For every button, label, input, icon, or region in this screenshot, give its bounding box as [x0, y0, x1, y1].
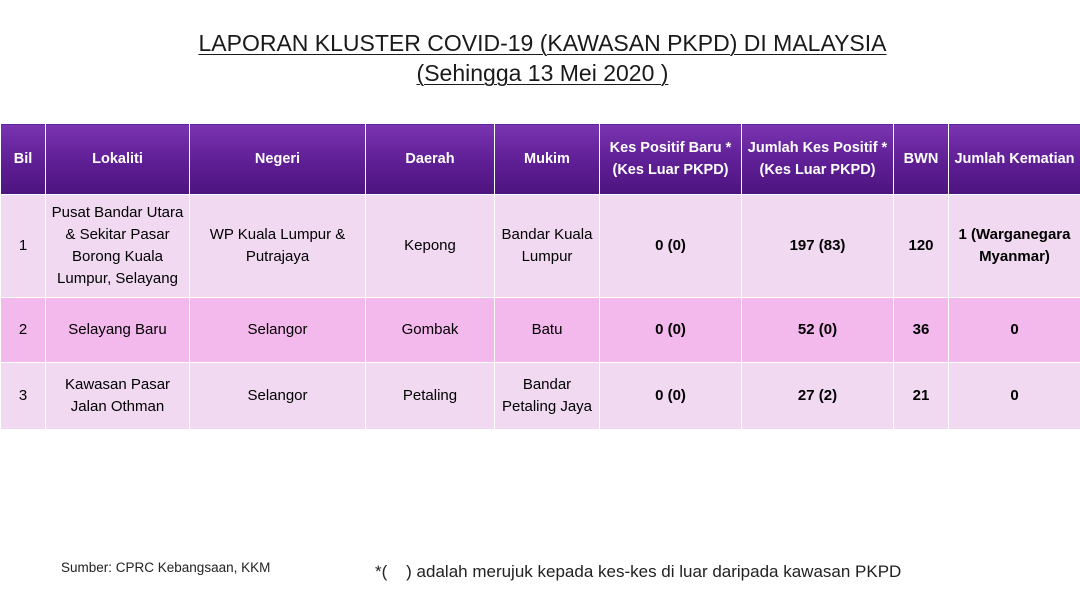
- header-kes-positif-baru: Kes Positif Baru *(Kes Luar PKPD): [600, 124, 742, 195]
- cell-bwn: 120: [894, 195, 949, 298]
- header-negeri: Negeri: [190, 124, 366, 195]
- report-title: [0, 28, 1080, 88]
- table-row: [1, 298, 1080, 363]
- cell-bwn: 21: [894, 363, 949, 430]
- cell-kes-baru: 0 (0): [600, 363, 742, 430]
- header-bwn: BWN: [894, 124, 949, 195]
- cell-mukim: Bandar Petaling Jaya: [495, 363, 600, 430]
- cell-kematian: 0: [949, 363, 1080, 430]
- table-row: [1, 363, 1080, 430]
- table-row: [1, 195, 1080, 298]
- title-line-1: LAPORAN KLUSTER COVID-19 (KAWASAN PKPD) DI MALAYSIA: [198, 30, 887, 56]
- header-jumlah-kematian: Jumlah Kematian: [949, 124, 1080, 195]
- cell-negeri: Selangor: [190, 298, 366, 363]
- table-header-row: [1, 124, 1080, 195]
- cluster-table: [0, 123, 1080, 430]
- cell-kematian: 1 (Warganegara Myanmar): [949, 195, 1080, 298]
- header-mukim: Mukim: [495, 124, 600, 195]
- cell-kes-baru: 0 (0): [600, 195, 742, 298]
- header-daerah: Daerah: [366, 124, 495, 195]
- title-line-2: (Sehingga 13 Mei 2020 ): [416, 60, 669, 86]
- cell-bwn: 36: [894, 298, 949, 363]
- cell-lokaliti: Pusat Bandar Utara & Sekitar Pasar Borong Kuala Lumpur, Selayang: [46, 195, 190, 298]
- cell-jumlah-kes: 27 (2): [742, 363, 894, 430]
- source-note: Sumber: CPRC Kebangsaan, KKM: [61, 560, 271, 575]
- cell-mukim: Batu: [495, 298, 600, 363]
- header-lokaliti: Lokaliti: [46, 124, 190, 195]
- cell-negeri: WP Kuala Lumpur & Putrajaya: [190, 195, 366, 298]
- cell-bil: 2: [1, 298, 46, 363]
- header-bil: Bil: [1, 124, 46, 195]
- cell-bil: 3: [1, 363, 46, 430]
- cell-lokaliti: Kawasan Pasar Jalan Othman: [46, 363, 190, 430]
- cell-mukim: Bandar Kuala Lumpur: [495, 195, 600, 298]
- header-jumlah-kes-positif: Jumlah Kes Positif *(Kes Luar PKPD): [742, 124, 894, 195]
- cell-lokaliti: Selayang Baru: [46, 298, 190, 363]
- cell-kes-baru: 0 (0): [600, 298, 742, 363]
- cell-kematian: 0: [949, 298, 1080, 363]
- cell-daerah: Gombak: [366, 298, 495, 363]
- cell-daerah: Kepong: [366, 195, 495, 298]
- cell-bil: 1: [1, 195, 46, 298]
- cell-daerah: Petaling: [366, 363, 495, 430]
- cell-jumlah-kes: 52 (0): [742, 298, 894, 363]
- cell-negeri: Selangor: [190, 363, 366, 430]
- cell-jumlah-kes: 197 (83): [742, 195, 894, 298]
- footnote: *( ) adalah merujuk kepada kes-kes di luar daripada kawasan PKPD: [375, 562, 902, 581]
